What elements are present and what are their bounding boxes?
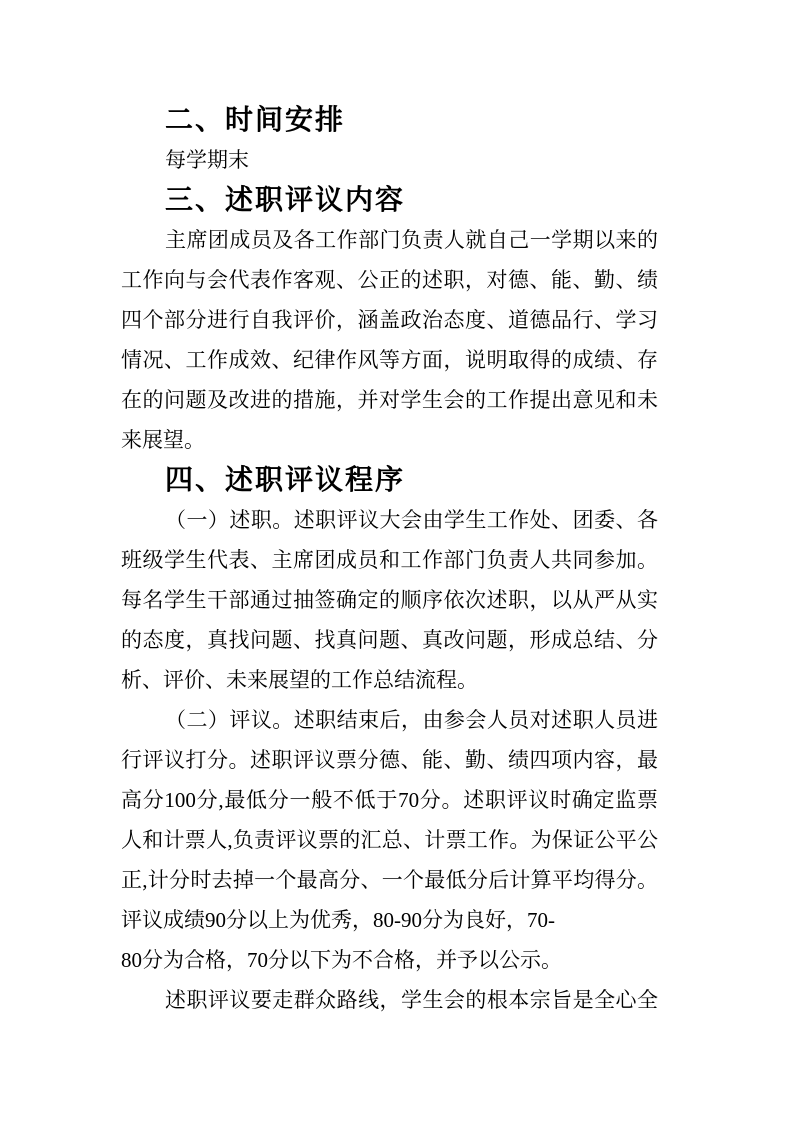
section-heading-review-procedure: 四、述职评议程序 xyxy=(165,464,406,495)
text-line: 每名学生干部通过抽签确定的顺序依次述职，以从严从实 xyxy=(121,588,658,612)
text-line: 主席团成员及各工作部门负责人就自己一学期以来的 xyxy=(165,228,658,252)
text-line-item-two: （二）评议。述职结束后，由参会人员对述职人员进 xyxy=(165,708,658,732)
text-line: 班级学生代表、主席团成员和工作部门负责人共同参加。 xyxy=(121,548,658,572)
text-line: 在的问题及改进的措施，并对学生会的工作提出意见和未 xyxy=(121,388,658,412)
text-line-schedule: 每学期末 xyxy=(165,148,249,172)
text-line: 高分100分,最低分一般不低于70分。述职评议时确定监票 xyxy=(121,788,658,812)
text-line-item-one: （一）述职。述职评议大会由学生工作处、团委、各 xyxy=(165,508,658,532)
text-line: 人和计票人,负责评议票的汇总、计票工作。为保证公平公 xyxy=(121,828,658,852)
text-line-paragraph-end: 析、评价、未来展望的工作总结流程。 xyxy=(121,668,478,692)
text-line-closing: 述职评议要走群众路线，学生会的根本宗旨是全心全 xyxy=(165,988,658,1012)
text-line-paragraph-end: 80分为合格，70分以下为不合格，并予以公示。 xyxy=(121,948,562,972)
text-line: 情况、工作成效、纪律作风等方面，说明取得的成绩、存 xyxy=(121,348,658,372)
text-line: 行评议打分。述职评议票分德、能、勤、绩四项内容，最 xyxy=(121,748,658,772)
text-line-paragraph-end: 来展望。 xyxy=(121,428,205,452)
text-line: 的态度，真找问题、找真问题、真改问题，形成总结、分 xyxy=(121,628,658,652)
section-heading-review-content: 三、述职评议内容 xyxy=(165,184,406,215)
text-line: 四个部分进行自我评价，涵盖政治态度、道德品行、学习 xyxy=(121,308,658,332)
text-line: 正,计分时去掉一个最高分、一个最低分后计算平均得分。 xyxy=(121,868,658,892)
section-heading-time-arrangement: 二、时间安排 xyxy=(165,104,346,135)
document-page xyxy=(121,100,658,1020)
text-line: 工作向与会代表作客观、公正的述职，对德、能、勤、绩 xyxy=(121,268,658,292)
text-line-grades: 评议成绩90分以上为优秀，80-90分为良好，70- xyxy=(121,908,555,932)
